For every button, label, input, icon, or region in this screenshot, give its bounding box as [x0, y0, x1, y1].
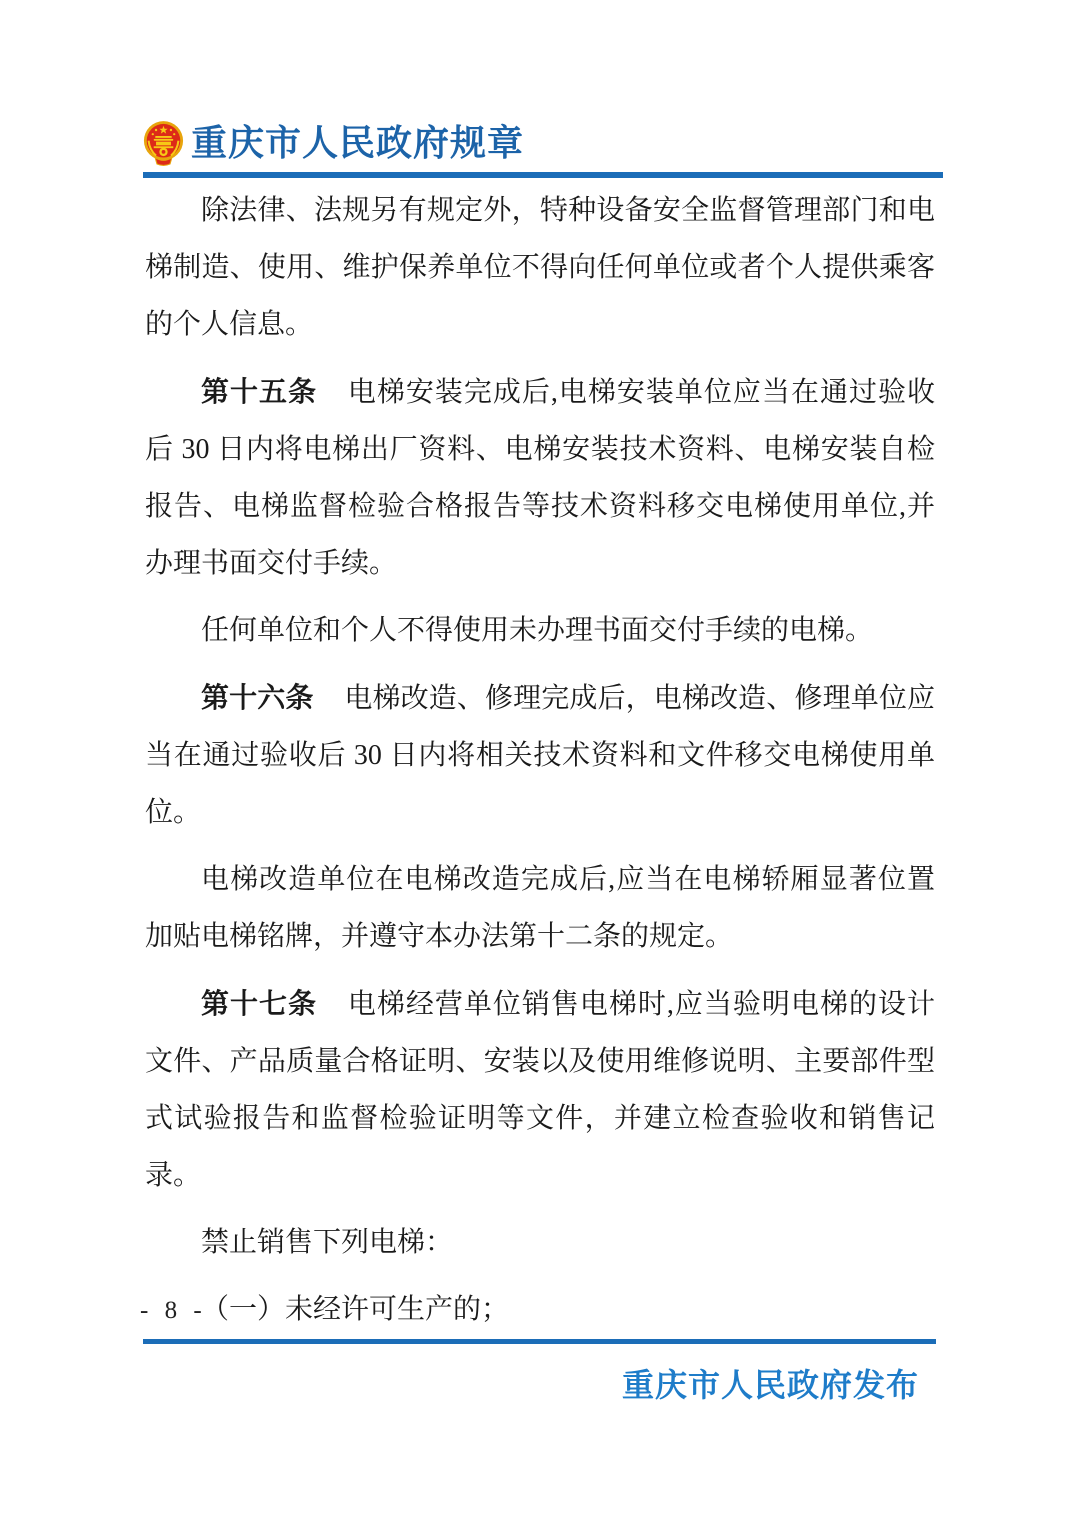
body-paragraph	[145, 1214, 935, 1271]
body-paragraph	[145, 363, 935, 592]
article-number: 第十六条	[201, 682, 314, 713]
document-header	[143, 118, 943, 168]
paragraph-text: （一）未经许可生产的；	[201, 1294, 510, 1325]
body-paragraph	[145, 975, 935, 1204]
header-rule	[143, 172, 943, 178]
paragraph-text: 电梯改造、修理完成后，电梯改造、修理单位应当在通过验收后 30 日内将相关技术资料和文件移交电梯使用单位。	[145, 683, 935, 828]
body-paragraph	[145, 182, 935, 353]
article-number: 第十五条	[201, 376, 318, 407]
paragraph-text: 任何单位和个人不得使用未办理书面交付手续的电梯。	[201, 615, 874, 646]
body-paragraph	[145, 851, 935, 965]
document-body	[145, 182, 935, 1348]
paragraph-text: 禁止销售下列电梯：	[201, 1227, 454, 1258]
paragraph-text: 电梯改造单位在电梯改造完成后,应当在电梯轿厢显著位置加贴电梯铭牌，并遵守本办法第十二条的规定。	[145, 864, 935, 952]
body-paragraph	[145, 669, 935, 841]
china-national-emblem-icon	[143, 120, 184, 167]
paragraph-text: 电梯安装完成后,电梯安装单位应当在通过验收后 30 日内将电梯出厂资料、电梯安装技术资料、电梯安装自检报告、电梯监督检验合格报告等技术资料移交电梯使用单位,并办理书面交付手续。	[145, 377, 935, 579]
body-paragraph	[145, 1281, 935, 1338]
page-title: 重庆市人民政府规章	[191, 123, 525, 163]
paragraph-text: 电梯经营单位销售电梯时,应当验明电梯的设计文件、产品质量合格证明、安装以及使用维修说明、主要部件型式试验报告和监督检验证明等文件，并建立检查验收和销售记录。	[145, 989, 935, 1191]
article-number: 第十七条	[201, 988, 318, 1019]
body-paragraph	[145, 602, 935, 659]
paragraph-text: 除法律、法规另有规定外，特种设备安全监督管理部门和电梯制造、使用、维护保养单位不得向任何单位或者个人提供乘客的个人信息。	[145, 195, 935, 340]
publisher-label: 重庆市人民政府发布	[621, 1367, 919, 1403]
footer-rule	[143, 1339, 936, 1344]
page-number: - 8 -	[140, 1297, 202, 1324]
